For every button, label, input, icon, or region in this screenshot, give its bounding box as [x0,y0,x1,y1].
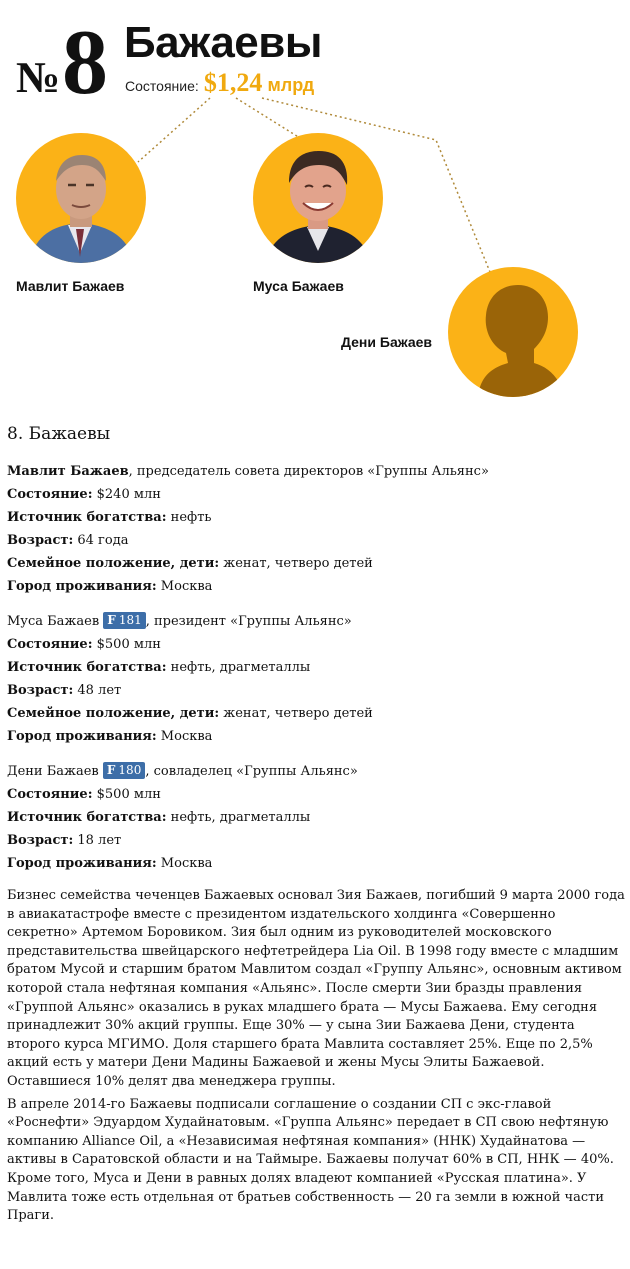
section-title: 8. Бажаевы [7,424,111,444]
fact-value: $500 млн [92,637,161,652]
fact-row [7,783,627,806]
fact-label: Состояние: [7,787,93,802]
fact-value: Москва [156,579,213,594]
person-heading [7,460,627,483]
portrait-deni [448,267,578,397]
fact-value: женат, четверо детей [219,556,373,571]
fact-row [7,483,627,506]
forbes-rank-badge[interactable] [103,762,145,779]
fact-row [7,656,627,679]
person-photo-icon [16,133,146,263]
person-role: , председатель совета директоров «Группы Альянс» [128,464,489,479]
article-paragraph: В апреле 2014-го Бажаевы подписали соглашение о создании СП с экс-главой «Роснефти» Эдуардом Худайнатовым. «Группа Альянс» передает в СП свою нефтяную компанию Alliance Oil, а «Независимая нефтяная компания» (ННК) Худайнатова — активы в Саратовской области и на Таймыре. Бажаевы получат 60% в СП, ННК — 40%. Кроме того, Муса и Дени в равных долях владеют компанией «Русская платина». У Мавлита тоже есть отдельная от братьев собственность — 20 га земли в южной части Праги. [7,1096,614,1224]
portrait-mavlit [16,133,146,263]
fact-value: Москва [156,729,213,744]
person-name: Муса Бажаев [7,614,100,629]
fact-label: Состояние: [7,487,93,502]
fact-value: Москва [156,856,213,871]
fact-row [7,633,627,656]
fact-row [7,702,627,725]
fact-row [7,725,627,748]
fact-value: нефть [166,510,212,525]
person-card-mavlit [7,460,627,598]
forbes-rank: 181 [118,613,142,627]
forbes-f-icon: F [107,613,116,627]
fact-value: женат, четверо детей [219,706,373,721]
person-card-deni [7,760,627,875]
fact-label: Возраст: [7,533,74,548]
fact-row [7,552,627,575]
portrait-name-mavlit: Мавлит Бажаев [16,278,125,294]
person-name: Дени Бажаев [7,764,99,779]
fact-row [7,829,627,852]
rank-number: 8 [62,11,108,113]
fortune-label: Состояние: [125,78,199,94]
person-name: Мавлит Бажаев [7,464,129,479]
forbes-rank: 180 [118,763,142,777]
connector-line-1 [138,98,210,162]
fact-label: Город проживания: [7,579,157,594]
person-heading [7,610,627,633]
article-paragraph: Бизнес семейства чеченцев Бажаевых основал Зия Бажаев, погибший 9 марта 2000 года в авиакатастрофе вместе с президентом издательского холдинга «Совершенно секретно» Артемом Боровиком. Зия был одним из руководителей московского представительства швейцарского нефтетрейдера Lia Oil. В 1998 году вместе с младшим братом Мусой и старшим братом Мавлитом создал «Группу Альянс», основным активом которой стала нефтяная компания «Альянс». После смерти Зии бразды правления «Группой Альянс» оказались в руках младшего брата — Мусы Бажаева. Ему сегодня принадлежит 30% акций группы. Еще 30% — у сына Зии Бажаева Дени, студента второго курса МГИМО. Доля старшего брата Мавлита составляет 25%. Еще по 2,5% акций есть у матери Дени Мадины Бажаевой и жены Мусы Элиты Бажаевой. Оставшиеся 10% делят два менеджера группы. [7,888,625,1089]
fact-value: нефть, драгметаллы [166,810,311,825]
article-body [7,420,627,1226]
fact-row [7,806,627,829]
fact-value: нефть, драгметаллы [166,660,311,675]
fact-row [7,506,627,529]
family-title: Бажаевы [124,18,322,67]
fact-label: Состояние: [7,637,93,652]
fact-label: Семейное положение, дети: [7,706,220,721]
person-heading [7,760,627,783]
fact-label: Источник богатства: [7,660,167,675]
forbes-f-icon: F [106,763,116,777]
person-card-musa [7,610,627,748]
fact-label: Возраст: [7,833,74,848]
portrait-name-deni: Дени Бажаев [341,334,433,350]
rank-prefix: № [16,53,60,102]
fact-label: Город проживания: [7,729,157,744]
fact-row [7,679,627,702]
fact-label: Семейное положение, дети: [7,556,220,571]
person-silhouette-icon [448,267,578,397]
fact-value: 18 лет [73,833,122,848]
fact-row [7,852,627,875]
fact-row [7,575,627,598]
fact-value: 48 лет [73,683,122,698]
fact-row [7,529,627,552]
forbes-rank-badge[interactable] [103,612,145,629]
portrait-name-musa: Муса Бажаев [253,278,344,294]
fact-label: Источник богатства: [7,810,167,825]
fact-label: Источник богатства: [7,510,167,525]
fact-label: Возраст: [7,683,74,698]
portrait-musa [253,133,383,263]
fact-value: $500 млн [92,787,161,802]
family-infographic [0,0,630,412]
person-photo-icon [253,133,383,263]
fact-value: $240 млн [92,487,161,502]
connector-line-2 [236,98,300,138]
fact-value: 64 года [73,533,129,548]
person-role: , совладелец «Группы Альянс» [145,764,358,779]
person-role: , президент «Группы Альянс» [145,614,352,629]
fact-label: Город проживания: [7,856,157,871]
fortune-value: $1,24 [203,68,263,97]
fortune-unit: млрд [267,75,315,95]
